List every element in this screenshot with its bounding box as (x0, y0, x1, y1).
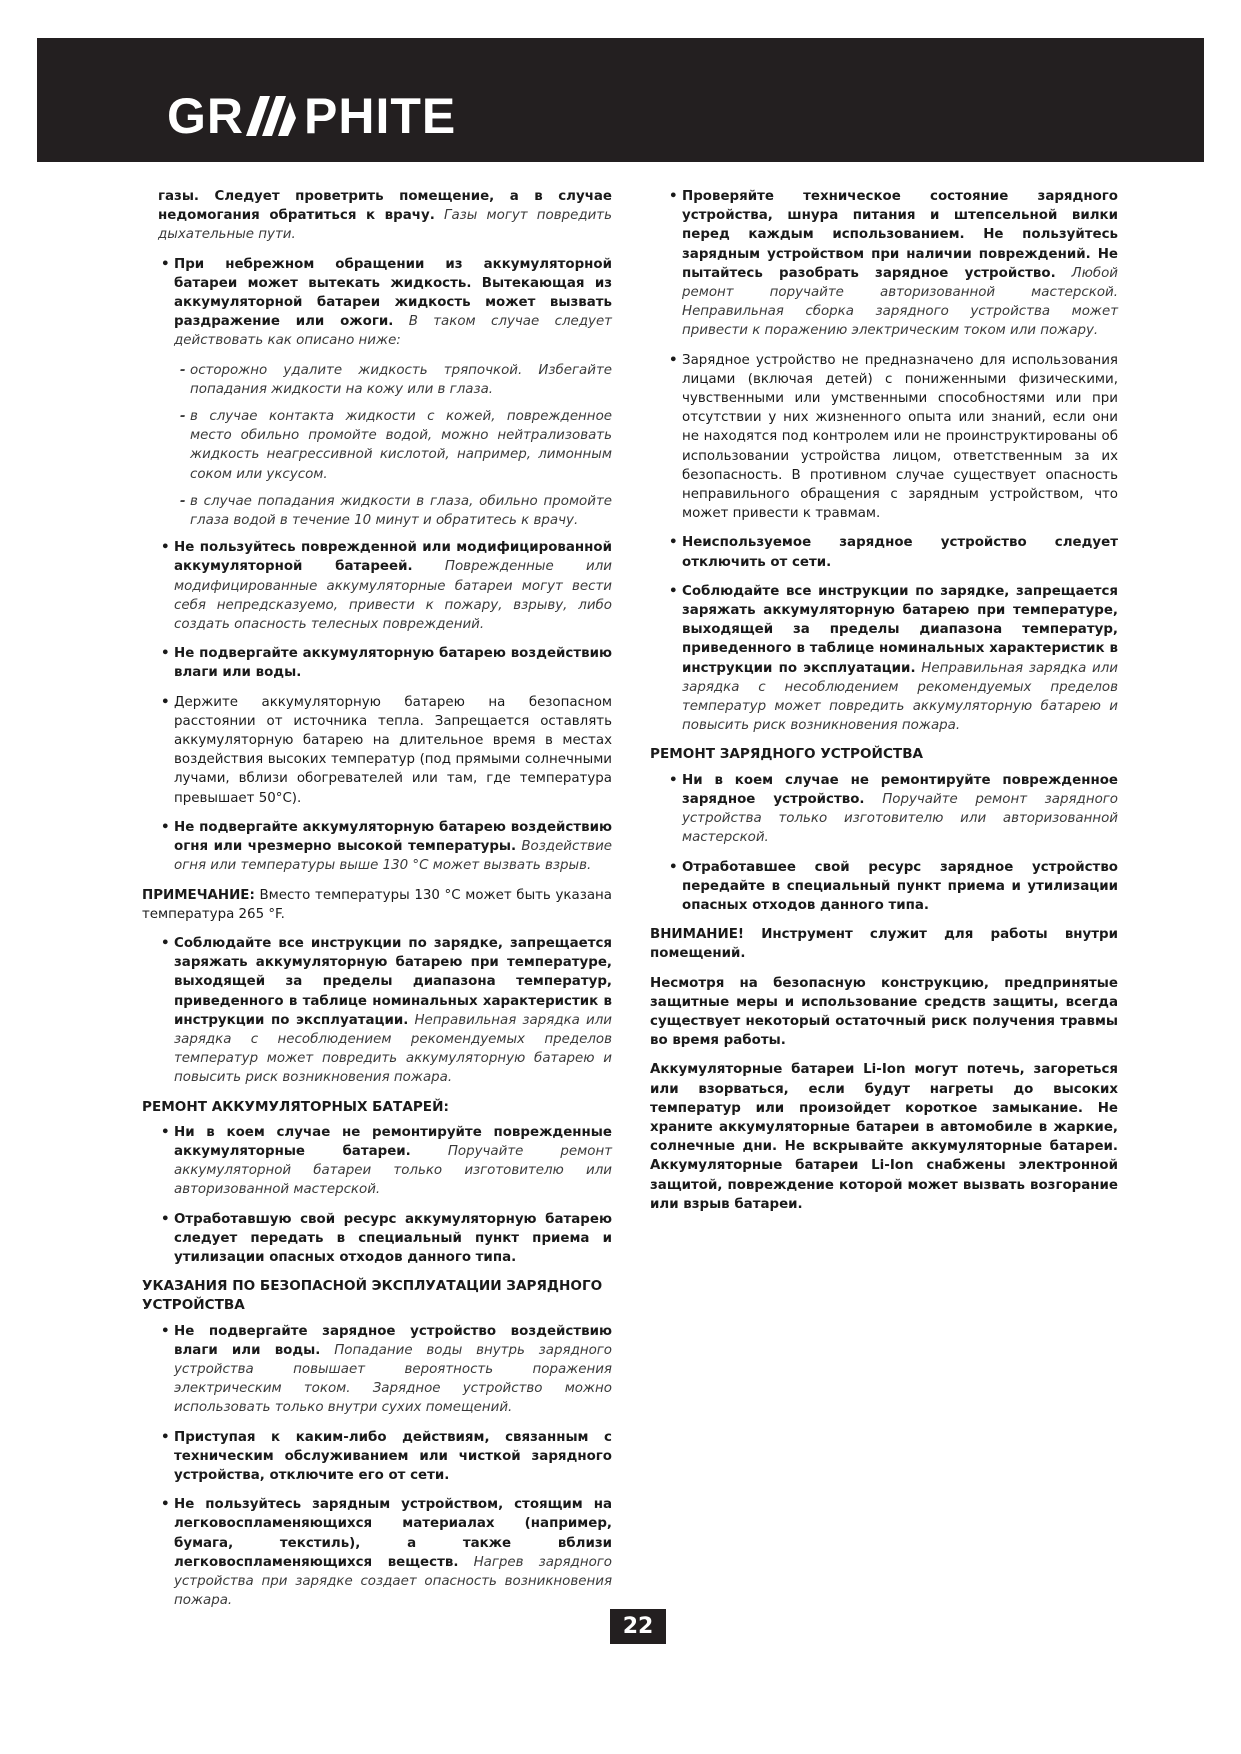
charging-instructions-2-italic: Неправильная зарядка или зарядка с несоблюдением рекомендуемых пределов температур может повредить аккумуляторную батарею и повысить риск возникновения пожара. (682, 660, 1118, 734)
bullet-check-charger (666, 187, 1118, 341)
left-column (142, 187, 613, 1620)
heading-charger-repair: РЕМОНТ ЗАРЯДНОГО УСТРОЙСТВА (650, 746, 924, 763)
note-label: ПРИМЕЧАНИЕ: (142, 887, 255, 903)
paragraph-residual-risk: Несмотря на безопасную конструкцию, предпринятые защитные меры и использование средств защиты, всегда существует некоторый остаточный риск получения травмы во время работы. (650, 975, 1118, 1049)
charger-persons-text: Зарядное устройство не предназначено для использования лицами (включая детей) с пониженными физическими, чувственными или умственными способностями или при отсутствии у них жизненного опыта или знаний, если они не находятся под контролем или не проинструктированы об использовании устройства лицом, ответственным за их безопасность. В противном случае существует опасность неправильного обращения с зарядным устройством, что может привести к травмам. (682, 352, 1118, 522)
logo-a-mark-icon (246, 96, 302, 136)
right-column (650, 187, 1118, 1224)
charger-flammable-italic: Нагрев зарядного устройства при зарядке создает опасность возникновения пожара. (174, 1554, 612, 1609)
moisture-warning-bold: Не подвергайте аккумуляторную батарею воздействию влаги или воды. (174, 646, 612, 681)
leak-warning-bold: При небрежном обращении из аккумуляторной батареи может вытекать жидкость. Вытекающая из аккумуляторной батареи жидкость может вызвать раздражение или ожоги. (174, 256, 612, 330)
bullet-unplug-charger (666, 533, 1118, 571)
bullet-charger-repair (666, 771, 1118, 848)
battery-repair-italic: Поручайте ремонт аккумуляторной батареи только изготовителю или авторизованной мастерской. (174, 1143, 612, 1198)
dash-item-eyes: - в случае попадания жидкости в глаза, обильно промойте глаза водой в течение 10 минут и обратитесь к врачу. (158, 492, 612, 530)
gases-warning-italic: Газы могут повредить дыхательные пути. (158, 208, 612, 243)
charger-repair-italic: Поручайте ремонт зарядного устройства только изготовителю или авторизованной мастерской. (682, 791, 1118, 846)
bullet-charger-persons (666, 351, 1118, 524)
note-text: Вместо температуры 130 °C может быть указана температура 265 °F. (142, 887, 612, 922)
bullet-charger-moisture (158, 1322, 612, 1418)
charger-moisture-bold: Не подвергайте зарядное устройство воздействию влаги или воды. (174, 1323, 612, 1358)
page-number: 22 (610, 1609, 666, 1644)
bullet-leak (158, 255, 612, 351)
bullet-battery-disposal (158, 1210, 612, 1268)
charging-instructions-italic: Неправильная зарядка или зарядка с несоблюдением рекомендуемых пределов температур может повредить аккумуляторную батарею и повысить риск возникновения пожара. (174, 1012, 612, 1086)
dash-item-wipe: - осторожно удалите жидкость тряпочкой. Избегайте попадания жидкости на кожу или в глаза. (158, 361, 612, 399)
bullet-charging-instructions (158, 934, 612, 1088)
fire-warning-italic: Воздействие огня или температуры выше 130 °C может вызвать взрыв. (174, 839, 613, 874)
bullet-charger-flammable (158, 1495, 612, 1610)
bullet-moisture (158, 644, 612, 682)
bullet-charger-disposal (666, 858, 1118, 916)
bullet-heat-distance (158, 693, 612, 808)
gases-warning-bold: газы. Следует проветрить помещение, а в случае недомогания обратиться к врачу. (158, 189, 612, 224)
charging-instructions-2-bold: Соблюдайте все инструкции по зарядке, запрещается заряжать аккумуляторную батарею при температуре, выходящей за пределы диапазона температур, приведенного в таблице номинальных характеристик в инструкции по эксплуатации. (682, 583, 1118, 676)
graphite-logo: GR PHITE (167, 88, 457, 144)
dash-item-skin: - в случае контакта жидкости с кожей, поврежденное место обильно промойте водой, можно нейтрализовать жидкость неагрессивной кислотой, например, лимонным соком или уксусом. (158, 407, 612, 484)
damaged-battery-bold: Не пользуйтесь поврежденной или модифицированной аккумуляторной батареей. (174, 540, 612, 575)
check-charger-bold: Проверяйте техническое состояние зарядного устройства, шнура питания и штепсельной вилки перед каждым использованием. Не пользуйтесь зарядным устройством при наличии повреждений. Не пытайтесь разобрать зарядное устройство. (682, 189, 1118, 281)
bullet-damaged-battery (158, 538, 612, 634)
bullet-charger-maintenance (158, 1428, 612, 1486)
battery-repair-bold: Ни в коем случае не ремонтируйте поврежденные аккумуляторные батареи. (174, 1124, 612, 1159)
leak-warning-italic: В таком случае следует действовать как описано ниже: (174, 314, 612, 349)
fire-warning-bold: Не подвергайте аккумуляторную батарею воздействию огня или чрезмерно высокой температуры. (174, 819, 612, 855)
charger-moisture-italic: Попадание воды внутрь зарядного устройства повышает вероятность поражения электрическим током. Зарядное устройство можно использовать только внутри сухих помещений. (174, 1342, 612, 1416)
paragraph-gases (158, 187, 612, 245)
bullet-battery-repair (158, 1123, 612, 1200)
unplug-charger-bold: Неиспользуемое зарядное устройство следует отключить от сети. (682, 535, 1118, 570)
charger-disposal-bold: Отработавшее свой ресурс зарядное устройство передайте в специальный пункт приема и утилизации опасных отходов данного типа. (682, 859, 1118, 913)
charger-maintenance-bold: Приступая к каким-либо действиям, связанным с техническим обслуживанием или чисткой зарядного устройства, отключите его от сети. (174, 1429, 612, 1483)
paragraph-li-ion: Аккумуляторные батареи Li-Ion могут потечь, загореться или взорваться, если будут нагреты до высоких температур или произойдет короткое замыкание. Не храните аккумуляторные батареи в автомобиле в жаркие, солнечные дни. Не вскрывайте аккумуляторные батареи. Аккумуляторные батареи Li-Ion снабжены электронной защитой, повреждение которой может вызвать возгорание или взрыв батареи. (650, 1062, 1118, 1212)
heading-battery-repair: РЕМОНТ АККУМУЛЯТОРНЫХ БАТАРЕЙ: (142, 1098, 449, 1115)
check-charger-italic: Любой ремонт поручайте авторизованной мастерской. Неправильная сборка зарядного устройства может привести к поражению электрическим током или пожару. (682, 265, 1118, 339)
charger-flammable-bold: Не пользуйтесь зарядным устройством, стоящим на легковоспламеняющихся материалах (например, бумага, текстиль), а также вблизи легковоспламеняющихся веществ. (174, 1497, 612, 1570)
note-paragraph (142, 886, 612, 924)
charger-repair-bold: Ни в коем случае не ремонтируйте поврежденное зарядное устройство. (682, 772, 1118, 807)
paragraph-attention: ВНИМАНИЕ! Инструмент служит для работы внутри помещений. (650, 927, 1118, 962)
heat-distance-text: Держите аккумуляторную батарею на безопасном расстоянии от источника тепла. Запрещается оставлять аккумуляторную батарею на длительное время в местах воздействия высоких температур (под прямыми солнечными лучами, вблизи обогревателей или там, где температура превышает 50°C). (174, 694, 612, 806)
damaged-battery-italic: Поврежденные или модифицированные аккумуляторные батареи могут вести себя непредсказуемо, привести к пожару, взрыву, либо создать опасность телесных повреждений. (174, 559, 613, 633)
battery-disposal-bold: Отработавшую свой ресурс аккумуляторную батарею следует передать в специальный пункт приема и утилизации опасных отходов данного типа. (174, 1211, 612, 1265)
charging-instructions-bold: Соблюдайте все инструкции по зарядке, запрещается заряжать аккумуляторную батарею при температуре, выходящей за пределы диапазона температур, приведенного в таблице номинальных характеристик в инструкции по эксплуатации. (174, 935, 612, 1028)
bullet-fire (158, 818, 612, 876)
bullet-charging-instructions-2 (666, 582, 1118, 736)
heading-charger-safety: УКАЗАНИЯ ПО БЕЗОПАСНОЙ ЭКСПЛУАТАЦИИ ЗАРЯДНОГО УСТРОЙСТВА (142, 1278, 603, 1314)
